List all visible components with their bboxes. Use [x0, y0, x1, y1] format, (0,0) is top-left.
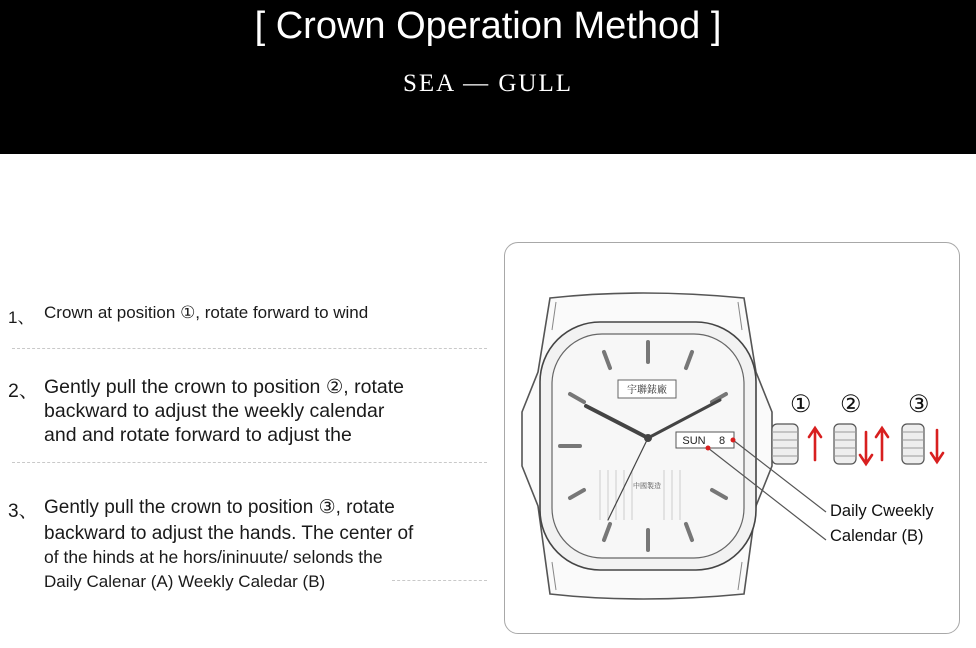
- dial-origin-text: 中國製造: [633, 483, 661, 490]
- arrow-backward-2: [860, 432, 872, 464]
- position-label-2: ②: [840, 391, 862, 418]
- step-2-line-1: Gently pull the crown to position ②, rotate: [44, 376, 404, 398]
- step-2-number: 2、: [8, 380, 39, 402]
- crown-position-2: [834, 424, 856, 464]
- dial-logo: 宇聯錶廠: [627, 385, 667, 396]
- step-1-line-1: Crown at position ①, rotate forward to wind: [44, 303, 369, 322]
- day-window: SUN: [682, 435, 706, 447]
- arrow-forward-1: [809, 428, 821, 460]
- position-label-3: ③: [908, 391, 930, 418]
- arrow-forward-2: [876, 428, 888, 460]
- date-window: 8: [718, 435, 726, 447]
- watch-crown: [772, 424, 798, 464]
- position-label-1: ①: [790, 391, 812, 418]
- legend-line-2: Calendar (B): [830, 527, 924, 545]
- step-2-line-2: backward to adjust the weekly calendar: [44, 400, 385, 422]
- arrow-backward-3: [931, 430, 943, 462]
- center-pin: [644, 434, 652, 442]
- step-3-line-2: backward to adjust the hands. The center of: [44, 523, 414, 544]
- legend-line-1: Daily Cweekly: [830, 502, 934, 520]
- step-1-number: 1、: [8, 308, 35, 327]
- crown-position-3: [902, 424, 924, 464]
- step-3-line-1: Gently pull the crown to position ③, rotate: [44, 497, 395, 518]
- step-2-line-3: and and rotate forward to adjust the: [44, 424, 352, 446]
- page-title: [ Crown Operation Method ]: [254, 5, 722, 47]
- step-3-line-3: of the hinds at he hors/ininuute/ selonds the: [44, 547, 383, 567]
- brand-name: SEA — GULL: [403, 70, 573, 97]
- step-3-number: 3、: [8, 501, 38, 522]
- step-3-line-4: Daily Calenar (A) Weekly Caledar (B): [44, 572, 326, 591]
